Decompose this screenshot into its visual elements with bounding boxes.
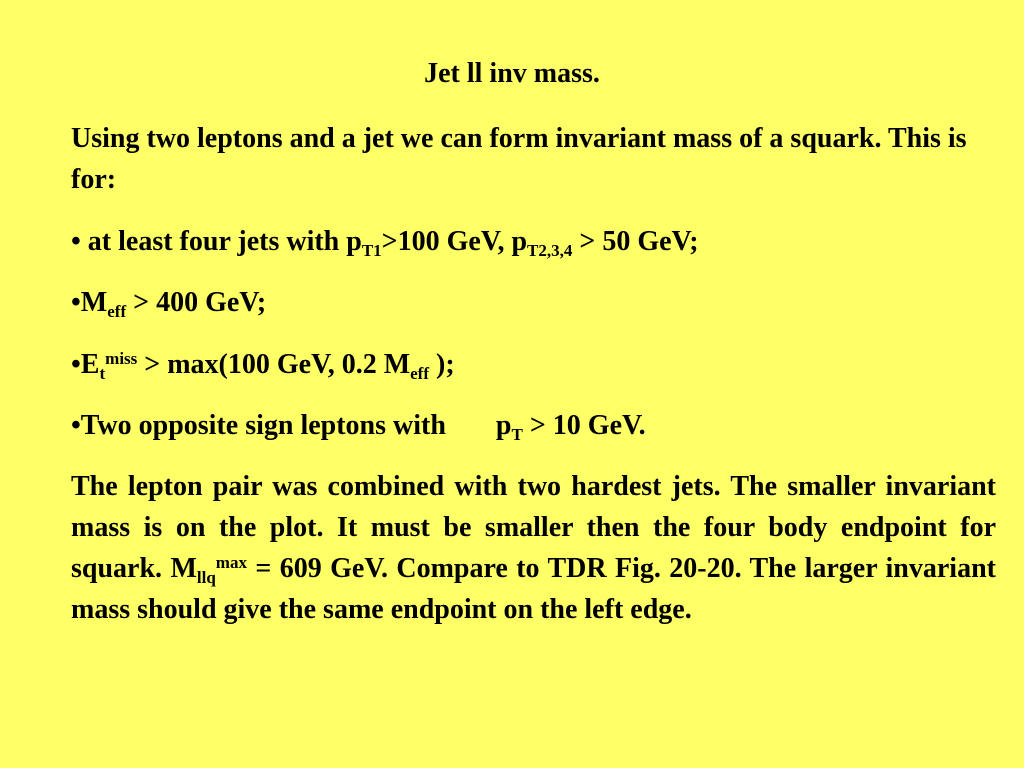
bullet-etmiss-tail: );: [429, 349, 455, 380]
bullet-leptons-tail: > 10 GeV.: [522, 410, 646, 441]
bullet-jets-sub2: T2,3,4: [527, 241, 573, 260]
bullet-meff: [71, 282, 996, 323]
bullet-leptons-lead: •Two opposite sign leptons with: [71, 410, 446, 441]
bullet-leptons-p: p: [495, 410, 512, 441]
bullet-etmiss-lead: •E: [71, 349, 100, 380]
bullet-meff-sub: eff: [107, 302, 127, 321]
bullet-etmiss-sub2: eff: [410, 364, 430, 383]
conclusion-part2: = 609 GeV. Compare to TDR Fig. 20-20. The larger invariant mass should give the same endpoint on the left edge.: [71, 553, 996, 625]
bullet-meff-tail: > 400 GeV;: [126, 287, 267, 318]
bullet-jets-tail: > 50 GeV;: [572, 226, 699, 257]
bullet-etmiss-mid: > max(100 GeV, 0.2 M: [137, 349, 411, 380]
conclusion-paragraph: [71, 466, 996, 630]
bullet-jets-lead: • at least four jets with p: [71, 226, 362, 257]
bullet-jets-mid: >100 GeV, p: [381, 226, 528, 257]
bullet-meff-lead: •M: [71, 287, 108, 318]
bullet-etmiss: [71, 344, 996, 385]
conclusion-part1: The lepton pair was combined with two hardest jets. The smaller invariant mass is on the plot. It must be smaller then the four body endpoint for squark. M: [71, 471, 996, 584]
bullet-etmiss-sub: t: [99, 364, 106, 383]
conclusion-sub: llq: [196, 568, 216, 587]
slide-title: Jet ll inv mass.: [424, 58, 600, 89]
intro-paragraph: Using two leptons and a jet we can form invariant mass of a squark. This is for:: [71, 123, 967, 195]
bullet-etmiss-sup: miss: [105, 349, 138, 368]
bullet-jets: [71, 221, 996, 262]
bullet-jets-sub1: T1: [361, 241, 382, 260]
bullet-leptons: [71, 405, 996, 446]
bullet-leptons-sub: T: [511, 425, 523, 444]
conclusion-sup: max: [215, 553, 247, 572]
